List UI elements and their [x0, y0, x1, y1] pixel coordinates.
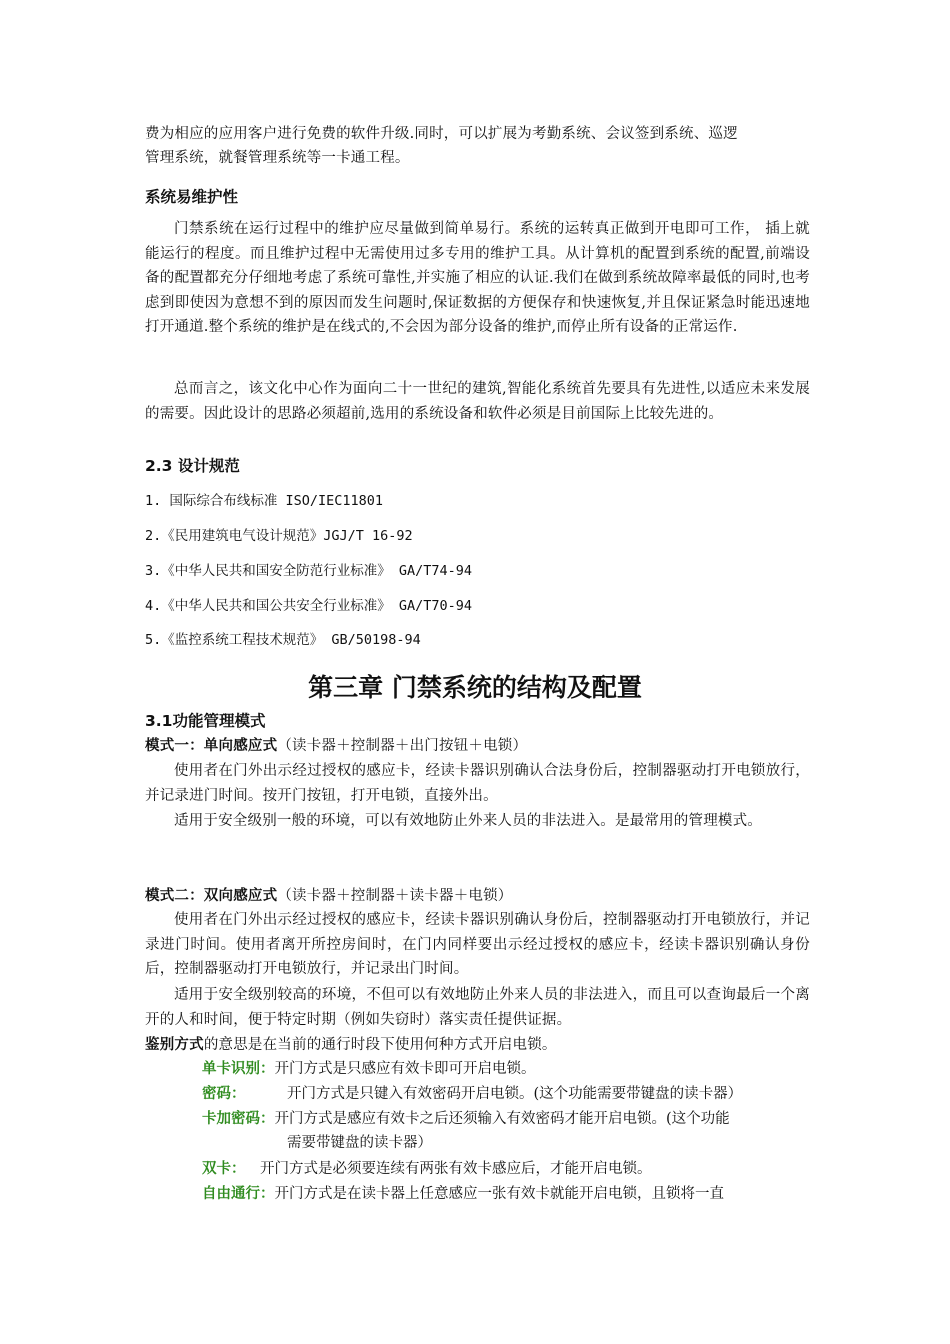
mode1-paragraph-2: 适用于安全级别一般的环境，可以有效地防止外来人员的非法进入。是最常用的管理模式。	[174, 813, 762, 829]
intro-line-2: 管理系统，就餐管理系统等一卡通工程。	[145, 150, 410, 166]
auth-desc: 开门方式是必须要连续有两张有效卡感应后，才能开启电锁。	[260, 1161, 652, 1177]
auth-label: 单卡识别：	[202, 1061, 275, 1077]
auth-desc: 开门方式是感应有效卡之后还须输入有效密码才能开启电锁。(这个功能	[274, 1111, 730, 1127]
mode2-title: 模式二：双向感应式	[145, 888, 278, 904]
auth-item-card-plus-password-cont: 需要带键盘的读卡器）	[287, 1135, 432, 1151]
standards-heading: 2.3 设计规范	[145, 457, 240, 475]
auth-label: 密码：	[202, 1086, 246, 1102]
section-heading: 3.1功能管理模式	[145, 712, 266, 730]
mode2-paragraph-1: 使用者在门外出示经过授权的感应卡，经读卡器识别确认身份后，控制器驱动打开电锁放行，并记录进门时间。使用者离开所控房间时，在门内同样要出示经过授权的感应卡，经读卡器识别确认身份后，控制器驱动打开电锁放行，并记录出门时间。	[145, 912, 810, 977]
standard-item: 3.《中华人民共和国安全防范行业标准》 GA/T74-94	[145, 563, 473, 579]
auth-intro-text: 的意思是在当前的通行时段下使用何种方式开启电锁。	[203, 1037, 557, 1053]
auth-label: 卡加密码：	[202, 1111, 275, 1127]
standard-item: 1. 国际综合布线标准 ISO/IEC11801	[145, 493, 384, 509]
standard-item: 2.《民用建筑电气设计规范》JGJ/T 16-92	[145, 528, 413, 544]
auth-item-dual-card	[202, 1157, 812, 1182]
mode1-heading-line	[145, 734, 810, 759]
mode2-paragraph-2: 适用于安全级别较高的环境，不但可以有效地防止外来人员的非法进入，而且可以查询最后一个离开的人和时间，便于特定时期（例如失窃时）落实责任提供证据。	[145, 987, 810, 1028]
maintain-paragraph-1: 门禁系统在运行过程中的维护应尽量做到简单易行。系统的运转真正做到开电即可工作， 插上就能运行的程度。而且维护过程中无需使用过多专用的维护工具。从计算机的配置到系统的配置,前端设备的配置都充分仔细地考虑了系统可靠性,并实施了相应的认证.我们在做到系统故障率最低的同时,也考虑到即使因为意想不到的原因而发生问题时,保证数据的方便保存和快速恢复,并且保证紧急时能迅速地打开通道.整个系统的维护是在线式的,不会因为部分设备的维护,而停止所有设备的正常运作.	[145, 221, 810, 335]
mode2-heading-line	[145, 884, 810, 909]
intro-line-1: 费为相应的应用客户进行免费的软件升级.同时，可以扩展为考勤系统、会议签到系统、巡逻	[145, 126, 738, 142]
standard-item: 5.《监控系统工程技术规范》 GB/50198-94	[145, 632, 421, 648]
maintain-paragraph-2: 总而言之，该文化中心作为面向二十一世纪的建筑,智能化系统首先要具有先进性,以适应未来发展的需要。因此设计的思路必须超前,选用的系统设备和软件必须是目前国际上比较先进的。	[145, 381, 810, 422]
chapter-title: 第三章 门禁系统的结构及配置	[308, 673, 642, 702]
mode2-subtitle: （读卡器＋控制器＋读卡器＋电锁）	[277, 888, 513, 904]
auth-label: 双卡：	[202, 1161, 246, 1177]
auth-item-single-card	[202, 1057, 812, 1082]
auth-item-card-plus-password	[202, 1107, 812, 1132]
auth-term: 鉴别方式	[145, 1037, 204, 1053]
auth-intro-line	[145, 1033, 810, 1058]
mode1-paragraph-1: 使用者在门外出示经过授权的感应卡，经读卡器识别确认合法身份后，控制器驱动打开电锁放行，并记录进门时间。按开门按钮，打开电锁，直接外出。	[145, 763, 810, 804]
auth-desc: 开门方式是在读卡器上任意感应一张有效卡就能开启电锁，且锁将一直	[274, 1186, 724, 1202]
mode1-subtitle: （读卡器＋控制器＋出门按钮＋电锁）	[277, 738, 528, 754]
auth-desc: 开门方式是只键入有效密码开启电锁。(这个功能需要带键盘的读卡器）	[287, 1086, 743, 1102]
auth-desc: 开门方式是只感应有效卡即可开启电锁。	[274, 1061, 536, 1077]
auth-label: 自由通行：	[202, 1186, 275, 1202]
mode1-title: 模式一：单向感应式	[145, 738, 278, 754]
maintain-heading: 系统易维护性	[145, 188, 239, 206]
auth-item-free-pass	[202, 1182, 812, 1207]
standard-item: 4.《中华人民共和国公共安全行业标准》 GA/T70-94	[145, 598, 473, 614]
auth-item-password	[202, 1082, 812, 1107]
